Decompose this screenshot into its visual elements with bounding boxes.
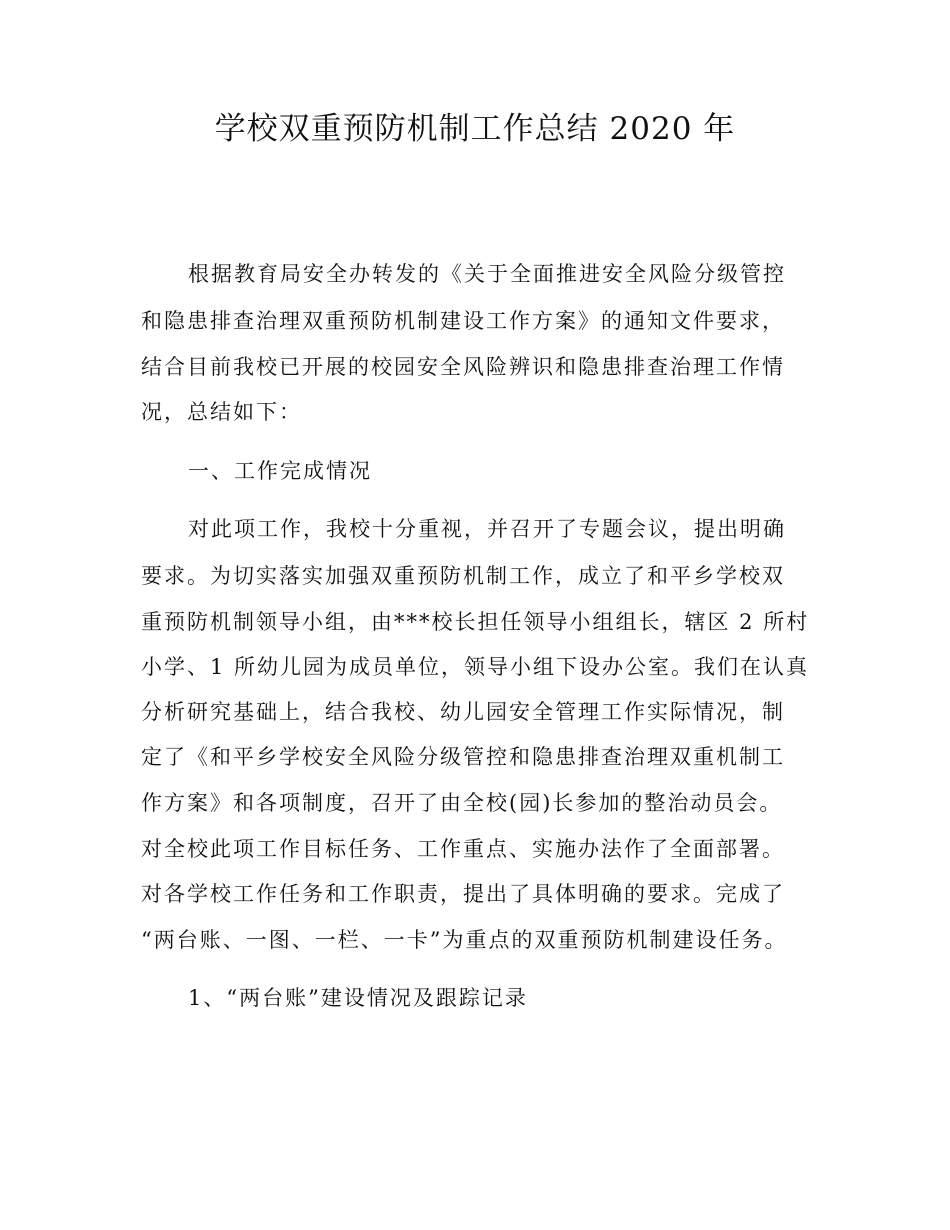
paragraph-1-line-2: 和隐患排查治理双重预防机制建设工作方案》的通知文件要求，	[141, 309, 785, 333]
paragraph-1-line-3: 结合目前我校已开展的校园安全风险辨识和隐患排查治理工作情	[141, 355, 785, 379]
paragraph-2-line-5: 分析研究基础上，结合我校、幼儿园安全管理工作实际情况，制	[141, 700, 785, 724]
paragraph-1-line-1: 根据教育局安全办转发的《关于全面推进安全风险分级管控	[188, 262, 786, 286]
paragraph-2-line-8: 对全校此项工作目标任务、工作重点、实施办法作了全面部署。	[141, 837, 785, 861]
paragraph-2-line-6: 定了《和平乡学校安全风险分级管控和隐患排查治理双重机制工	[141, 745, 785, 769]
paragraph-2-line-7: 作方案》和各项制度，召开了由全校(园)长参加的整治动员会。	[141, 791, 783, 815]
paragraph-2-line-10: “两台账、一图、一栏、一卡”为重点的双重预防机制建设任务。	[141, 928, 788, 952]
section-heading: 一、工作完成情况	[188, 459, 372, 483]
paragraph-2-line-3: 重预防机制领导小组，由***校长担任领导小组组长，辖区 2 所村	[141, 610, 810, 634]
paragraph-2-line-9: 对各学校工作任务和工作职责，提出了具体明确的要求。完成了	[141, 882, 785, 906]
paragraph-1-line-4: 况，总结如下：	[141, 400, 302, 424]
subsection-heading: 1、“两台账”建设情况及跟踪记录	[188, 986, 528, 1010]
paragraph-2-line-4: 小学、1 所幼儿园为成员单位，领导小组下设办公室。我们在认真	[141, 655, 810, 679]
paragraph-2-line-2: 要求。为切实落实加强双重预防机制工作，成立了和平乡学校双	[141, 564, 785, 588]
document-title: 学校双重预防机制工作总结 2020 年	[214, 111, 736, 147]
paragraph-2-line-1: 对此项工作，我校十分重视，并召开了专题会议，提出明确	[188, 517, 786, 541]
